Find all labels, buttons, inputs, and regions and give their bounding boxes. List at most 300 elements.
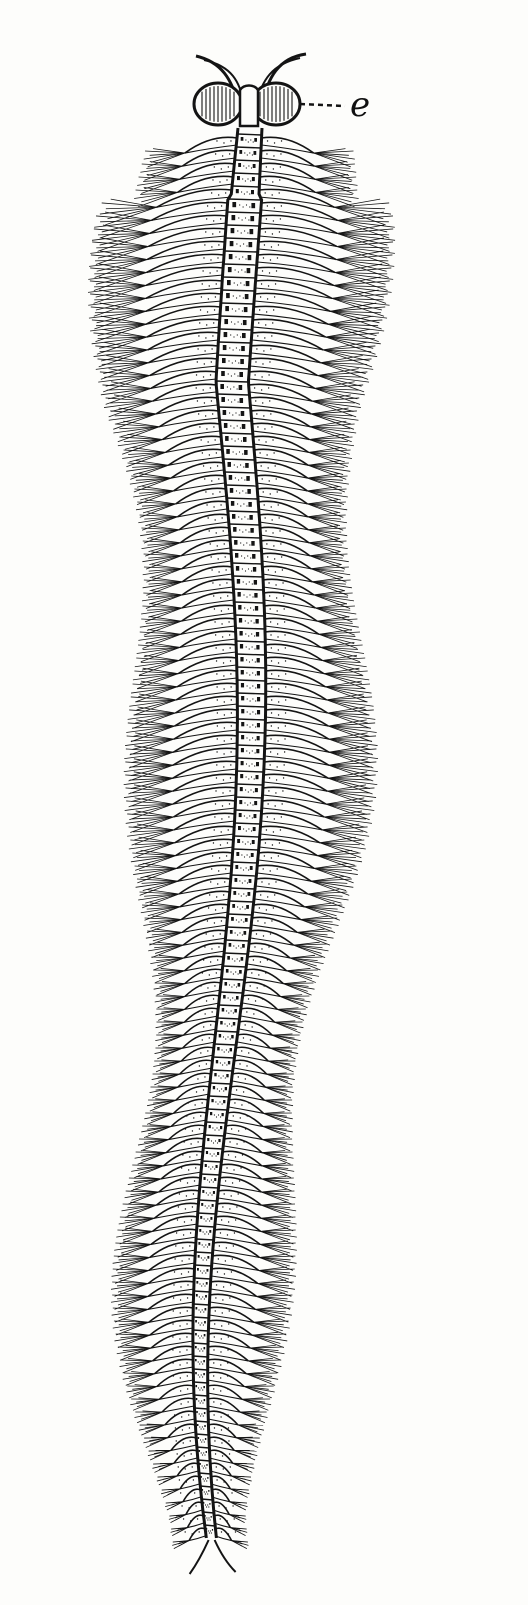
parapodium-dot — [272, 844, 273, 845]
parapodium-dot — [229, 790, 230, 791]
segment-stipple — [205, 1478, 206, 1479]
segment-stipple — [251, 570, 252, 571]
segment-stipple — [246, 204, 247, 205]
segment-spot-right — [252, 177, 255, 181]
segment-stipple — [240, 282, 241, 283]
parapodium-dot — [174, 1258, 175, 1259]
segment-stipple — [201, 1361, 202, 1362]
parapodium-dot — [278, 517, 279, 518]
segment-spot-right — [240, 398, 244, 403]
parapodium-dot — [243, 1037, 244, 1038]
parapodium-dot — [216, 777, 217, 778]
parapodium-dot — [214, 621, 215, 622]
left-anal-cirrus — [190, 1540, 209, 1574]
segment-spot-right — [252, 840, 255, 844]
segment-stipple — [245, 258, 246, 259]
parapodium-dot — [206, 1000, 207, 1001]
parapodium-dot — [278, 688, 279, 689]
parapodium-dot — [269, 361, 270, 362]
parapodium-dot — [263, 415, 264, 416]
parapodium-dot — [267, 467, 268, 468]
parapodium-dot — [194, 1492, 195, 1493]
parapodium-dot — [252, 1076, 253, 1077]
body-segment — [196, 1239, 214, 1240]
right-seta — [337, 216, 392, 220]
right-parapodium-lower — [257, 873, 311, 881]
segment-spot-right — [253, 827, 256, 831]
segment-stipple — [240, 505, 241, 506]
segment-stipple — [208, 1517, 209, 1518]
segment-stipple — [207, 1504, 208, 1505]
segment-stipple — [204, 1491, 205, 1492]
parapodium-dot — [269, 400, 270, 401]
segment-stipple — [218, 1129, 219, 1130]
body-segment — [226, 485, 257, 486]
segment-spot-right — [206, 1464, 207, 1466]
parapodium-dot — [187, 1102, 188, 1103]
segment-stipple — [234, 984, 235, 985]
segment-stipple — [200, 1324, 201, 1325]
body-segment — [203, 1512, 214, 1513]
segment-stipple — [249, 687, 250, 688]
parapodium-dot — [268, 387, 269, 388]
body-segment — [200, 1187, 219, 1188]
right-parapodium-lower — [210, 1302, 255, 1309]
left-parapodium — [162, 1398, 194, 1412]
parapodium-dot — [263, 935, 264, 936]
segment-stipple — [226, 1049, 227, 1050]
parapodium-dot — [174, 1414, 175, 1415]
left-parapodium — [180, 1060, 213, 1074]
parapodium-dot — [229, 647, 230, 648]
segment-stipple — [233, 973, 234, 974]
right-seta — [327, 788, 374, 791]
segment-spot-right — [214, 1178, 216, 1181]
segment-spot-right — [247, 489, 250, 494]
body-segment — [231, 550, 262, 551]
segment-stipple — [253, 141, 254, 142]
parapodium-dot — [237, 1193, 238, 1194]
left-seta — [118, 427, 160, 442]
parapodium-dot — [209, 974, 210, 975]
segment-spot-right — [257, 736, 260, 740]
parapodium-dot — [218, 1505, 219, 1506]
parapodium-dot — [278, 662, 279, 663]
parapodium-dot — [186, 1195, 187, 1196]
parapodium-dot — [191, 1533, 192, 1534]
parapodium-dot — [211, 480, 212, 481]
parapodium-dot — [274, 465, 275, 466]
parapodium-dot — [206, 428, 207, 429]
segment-stipple — [204, 1465, 205, 1466]
parapodium-dot — [222, 155, 223, 156]
segment-stipple — [246, 542, 247, 543]
body-segment — [210, 1083, 231, 1084]
parapodium-dot — [190, 1143, 191, 1144]
parapodium-dot — [180, 1390, 181, 1391]
segment-stipple — [241, 518, 242, 519]
parapodium-dot — [228, 1440, 229, 1441]
parapodium-dot — [271, 920, 272, 921]
segment-spot-left — [232, 904, 235, 908]
parapodium-dot — [223, 1286, 224, 1287]
body-segment — [233, 849, 259, 850]
right-seta — [329, 749, 377, 752]
body-segment — [217, 368, 250, 369]
parapodium-dot — [275, 571, 276, 572]
segment-spot-right — [206, 1282, 208, 1285]
body-segment — [195, 1265, 212, 1266]
segment-stipple — [239, 529, 240, 530]
left-seta — [125, 762, 173, 765]
parapodium-dot — [218, 946, 219, 947]
body-segment — [235, 628, 264, 629]
segment-stipple — [248, 531, 249, 532]
parapodium-dot — [277, 868, 278, 869]
segment-stipple — [251, 763, 252, 764]
right-parapodium — [232, 1073, 265, 1087]
parapodium-dot — [194, 1180, 195, 1181]
segment-stipple — [234, 464, 235, 465]
parapodium-dot — [283, 777, 284, 778]
parapodium-dot — [257, 987, 258, 988]
parapodium-dot — [215, 1310, 216, 1311]
segment-spot-left — [236, 566, 239, 571]
left-parapodium — [171, 1112, 207, 1126]
segment-stipple — [238, 945, 239, 946]
parapodium-dot — [250, 985, 251, 986]
parapodium-dot — [179, 1351, 180, 1352]
segment-stipple — [207, 1246, 208, 1247]
parapodium-dot — [211, 348, 212, 349]
parapodium-dot — [215, 803, 216, 804]
parapodium-dot — [245, 1078, 246, 1079]
segment-spot-right — [217, 1152, 219, 1155]
parapodium-dot — [200, 1052, 201, 1053]
segment-spot-right — [233, 1022, 235, 1025]
body-segment — [229, 901, 254, 902]
parapodium-dot — [213, 506, 214, 507]
segment-stipple — [223, 1090, 224, 1091]
segment-stipple — [238, 217, 239, 218]
parapodium-dot — [264, 922, 265, 923]
parapodium-dot — [207, 205, 208, 206]
right-parapodium-lower — [260, 171, 314, 179]
parapodium-dot — [211, 569, 212, 570]
segment-spot-right — [248, 255, 252, 260]
parapodium-dot — [212, 179, 213, 180]
segment-stipple — [212, 1155, 213, 1156]
parapodium-dot — [182, 1247, 183, 1248]
parapodium-dot — [181, 1416, 182, 1417]
body-segment — [237, 745, 265, 746]
segment-stipple — [224, 1051, 225, 1052]
body-segment — [217, 1018, 240, 1019]
segment-spot-right — [218, 1139, 220, 1142]
left-seta — [120, 1348, 151, 1360]
segment-spot-right — [254, 151, 257, 155]
parapodium-dot — [269, 595, 270, 596]
parapodium-dot — [278, 855, 279, 856]
segment-stipple — [245, 180, 246, 181]
segment-stipple — [245, 139, 246, 140]
segment-spot-left — [195, 1372, 197, 1374]
segment-stipple — [201, 1374, 202, 1375]
parapodium-dot — [268, 285, 269, 286]
body-segment — [233, 589, 263, 590]
parapodium-dot — [262, 363, 263, 364]
parapodium-dot — [213, 998, 214, 999]
parapodium-dot — [284, 751, 285, 752]
segment-spot-left — [213, 1086, 215, 1089]
body-segment — [221, 303, 254, 304]
parapodium-dot — [215, 1297, 216, 1298]
segment-stipple — [207, 1207, 208, 1208]
right-seta — [329, 736, 376, 739]
segment-spot-left — [195, 1320, 197, 1322]
segment-spot-right — [256, 749, 259, 753]
segment-spot-left — [205, 1164, 207, 1167]
segment-spot-left — [241, 709, 244, 713]
segment-stipple — [247, 711, 248, 712]
segment-stipple — [203, 1259, 204, 1260]
parapodium-dot — [260, 961, 261, 962]
segment-spot-right — [257, 684, 260, 688]
parapodium-dot — [212, 582, 213, 583]
parapodium-dot — [270, 738, 271, 739]
segment-stipple — [240, 245, 241, 246]
right-parapodium-lower — [218, 1198, 261, 1205]
segment-spot-left — [224, 319, 228, 324]
parapodium-dot — [255, 400, 256, 401]
parapodium-dot — [186, 1336, 187, 1337]
right-seta — [320, 843, 362, 858]
body-segment — [236, 147, 261, 148]
right-parapodium-lower — [255, 899, 305, 907]
segment-stipple — [233, 386, 234, 387]
parapodium-dot — [173, 1310, 174, 1311]
segment-stipple — [218, 1075, 219, 1076]
parapodium-dot — [213, 1349, 214, 1350]
left-parapodium-lower — [149, 1315, 193, 1322]
parapodium-dot — [230, 660, 231, 661]
parapodium-dot — [264, 504, 265, 505]
parapodium-dot — [180, 1299, 181, 1300]
segment-stipple — [235, 310, 236, 311]
segment-stipple — [246, 505, 247, 506]
parapodium-dot — [229, 1310, 230, 1311]
segment-stipple — [242, 219, 243, 220]
body-segment — [237, 771, 264, 772]
parapodium-dot — [272, 439, 273, 440]
left-parapodium — [157, 1372, 193, 1386]
parapodium-dot — [218, 1258, 219, 1259]
left-seta — [127, 736, 174, 739]
parapodium-dot — [187, 1182, 188, 1183]
parapodium-dot — [229, 634, 230, 635]
segment-spot-left — [241, 137, 244, 141]
parapodium-dot — [275, 283, 276, 284]
right-seta — [320, 359, 371, 363]
segment-stipple — [243, 243, 244, 244]
parapodium-dot — [200, 439, 201, 440]
parapodium-dot — [213, 426, 214, 427]
body-segment — [233, 576, 263, 577]
parapodium-dot — [228, 1427, 229, 1428]
parapodium-dot — [274, 296, 275, 297]
parapodium-dot — [265, 972, 266, 973]
body-segment — [237, 134, 261, 135]
parapodium-dot — [274, 142, 275, 143]
parapodium-dot — [189, 1427, 190, 1428]
segment-stipple — [242, 906, 243, 907]
segment-stipple — [252, 646, 253, 647]
segment-stipple — [246, 659, 247, 660]
segment-stipple — [228, 1012, 229, 1013]
segment-spot-right — [203, 1373, 205, 1375]
segment-spot-right — [248, 892, 251, 896]
parapodium-dot — [226, 1247, 227, 1248]
parapodium-dot — [268, 790, 269, 791]
segment-stipple — [235, 412, 236, 413]
parapodium-dot — [221, 1338, 222, 1339]
parapodium-dot — [271, 647, 272, 648]
parapodium-dot — [226, 1167, 227, 1168]
segment-stipple — [249, 815, 250, 816]
parapodium-dot — [230, 673, 231, 674]
parapodium-dot — [238, 1130, 239, 1131]
body-segment — [195, 1252, 212, 1253]
segment-stipple — [239, 451, 240, 452]
segment-stipple — [254, 778, 255, 779]
segment-stipple — [247, 518, 248, 519]
parapodium-dot — [225, 192, 226, 193]
parapodium-dot — [207, 311, 208, 312]
segment-stipple — [201, 1322, 202, 1323]
parapodium-dot — [229, 1297, 230, 1298]
segment-stipple — [201, 1452, 202, 1453]
label-e: e — [350, 85, 371, 125]
parapodium-dot — [228, 608, 229, 609]
parapodium-dot — [230, 1479, 231, 1480]
left-parapodium-lower — [156, 405, 217, 414]
parapodium-dot — [214, 985, 215, 986]
segment-spot-left — [196, 1398, 198, 1400]
segment-stipple — [237, 284, 238, 285]
parapodium-dot — [280, 153, 281, 154]
parapodium-dot — [277, 636, 278, 637]
parapodium-dot — [238, 1076, 239, 1077]
segment-stipple — [214, 1168, 215, 1169]
parapodium-dot — [183, 1442, 184, 1443]
parapodium-dot — [265, 842, 266, 843]
left-parapodium-lower — [171, 470, 223, 478]
parapodium-dot — [223, 753, 224, 754]
segment-stipple — [240, 464, 241, 465]
parapodium-dot — [216, 673, 217, 674]
parapodium-dot — [224, 556, 225, 557]
segment-stipple — [199, 1296, 200, 1297]
parapodium-dot — [207, 1050, 208, 1051]
segment-spot-left — [227, 956, 230, 960]
segment-spot-left — [202, 1489, 203, 1491]
segment-stipple — [237, 934, 238, 935]
segment-stipple — [238, 973, 239, 974]
left-seta — [159, 1476, 177, 1485]
segment-spot-left — [236, 852, 239, 856]
segment-spot-left — [229, 943, 232, 947]
segment-stipple — [231, 401, 232, 402]
segment-spot-left — [229, 254, 233, 259]
segment-stipple — [201, 1257, 202, 1258]
right-parapodium-lower — [250, 938, 293, 945]
right-parapodium-lower — [209, 1315, 253, 1322]
segment-stipple — [205, 1205, 206, 1206]
segment-stipple — [202, 1244, 203, 1245]
parapodium-dot — [270, 413, 271, 414]
parapodium-dot — [187, 1494, 188, 1495]
segment-stipple — [242, 178, 243, 179]
parapodium-dot — [208, 298, 209, 299]
segment-stipple — [214, 1114, 215, 1115]
parapodium-dot — [245, 1128, 246, 1129]
left-parapodium-lower — [180, 535, 229, 543]
segment-stipple — [207, 1493, 208, 1494]
left-seta — [127, 814, 173, 817]
segment-stipple — [215, 1101, 216, 1102]
segment-stipple — [237, 958, 238, 959]
parapodium-dot — [202, 452, 203, 453]
body-segment — [223, 459, 255, 460]
left-seta — [126, 788, 173, 791]
segment-stipple — [203, 1231, 204, 1232]
parapodium-dot — [278, 649, 279, 650]
segment-spot-left — [233, 527, 236, 532]
parapodium-dot — [279, 842, 280, 843]
right-seta — [326, 329, 370, 337]
segment-stipple — [234, 323, 235, 324]
right-seta — [329, 762, 377, 765]
segment-spot-right — [244, 450, 247, 455]
segment-spot-right — [249, 879, 252, 883]
segment-stipple — [245, 908, 246, 909]
segment-stipple — [203, 1452, 204, 1453]
segment-stipple — [203, 1324, 204, 1325]
parapodium-dot — [211, 948, 212, 949]
parapodium-dot — [270, 259, 271, 260]
parapodium-dot — [221, 1531, 222, 1532]
segment-spot-right — [250, 866, 253, 870]
parapodium-dot — [180, 1286, 181, 1287]
parapodium-dot — [212, 855, 213, 856]
right-parapodium — [234, 1060, 267, 1074]
parapodium-dot — [172, 1336, 173, 1337]
parapodium-dot — [230, 1195, 231, 1196]
parapodium-dot — [207, 920, 208, 921]
segment-spot-right — [208, 1490, 209, 1492]
parapodium-dot — [211, 192, 212, 193]
parapodium-dot — [230, 777, 231, 778]
segment-spot-left — [240, 657, 243, 661]
parapodium-dot — [205, 491, 206, 492]
segment-spot-left — [203, 1502, 204, 1504]
parapodium-dot — [189, 1089, 190, 1090]
body-segment — [223, 966, 247, 967]
body-segment — [222, 446, 254, 447]
segment-stipple — [204, 1441, 205, 1442]
parapodium-dot — [204, 363, 205, 364]
body-segment — [237, 719, 265, 720]
